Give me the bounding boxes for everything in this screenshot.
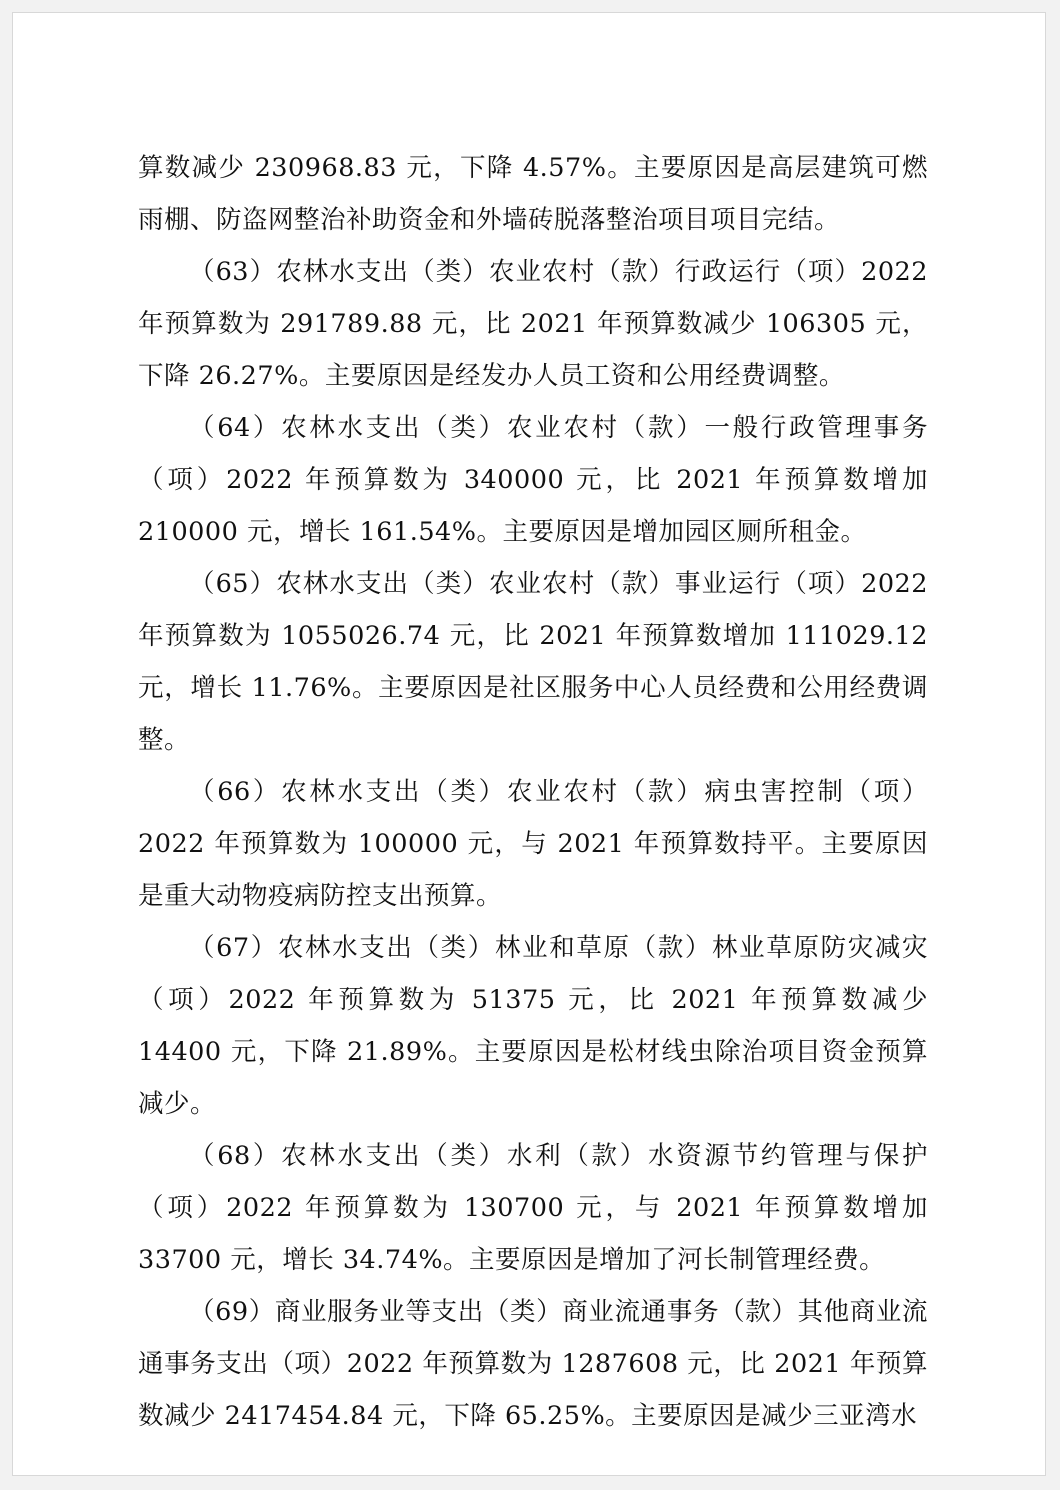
paragraph-item-65: （65）农林水支出（类）农业农村（款）事业运行（项）2022 年预算数为 1055026.74 元，比 2021 年预算数增加 111029.12 元，增长 11.76%。主要原因是社区服务中心人员经费和公用经费调整。 xyxy=(138,569,928,755)
paragraph-item-69: （69）商业服务业等支出（类）商业流通事务（款）其他商业流通事务支出（项）2022 年预算数为 1287608 元，比 2021 年预算数减少 2417454.84 元，下降 65.25%。主要原因是减少三亚湾水 xyxy=(138,1297,928,1431)
paragraph-item-66: （66）农林水支出（类）农业农村（款）病虫害控制（项）2022 年预算数为 100000 元，与 2021 年预算数持平。主要原因是重大动物疫病防控支出预算。 xyxy=(138,777,928,911)
paragraph-item-67: （67）农林水支出（类）林业和草原（款）林业草原防灾减灾（项）2022 年预算数为 51375 元，比 2021 年预算数减少 14400 元，下降 21.89%。主要原因是松材线虫除治项目资金预算减少。 xyxy=(138,933,928,1119)
document-page xyxy=(12,12,1046,1476)
paragraph-item-63: （63）农林水支出（类）农业农村（款）行政运行（项）2022 年预算数为 291789.88 元，比 2021 年预算数减少 106305 元，下降 26.27%。主要原因是经发办人员工资和公用经费调整。 xyxy=(138,257,928,391)
paragraph-item-68: （68）农林水支出（类）水利（款）水资源节约管理与保护（项）2022 年预算数为 130700 元，与 2021 年预算数增加 33700 元，增长 34.74%。主要原因是增加了河长制管理经费。 xyxy=(138,1141,928,1275)
paragraph-item-64: （64）农林水支出（类）农业农村（款）一般行政管理事务（项）2022 年预算数为 340000 元，比 2021 年预算数增加 210000 元，增长 161.54%。主要原因是增加园区厕所租金。 xyxy=(138,413,928,547)
paragraph-continuation: 算数减少 230968.83 元，下降 4.57%。主要原因是高层建筑可燃雨棚、防盗网整治补助资金和外墙砖脱落整治项目项目完结。 xyxy=(138,153,928,235)
document-body xyxy=(138,142,928,1442)
